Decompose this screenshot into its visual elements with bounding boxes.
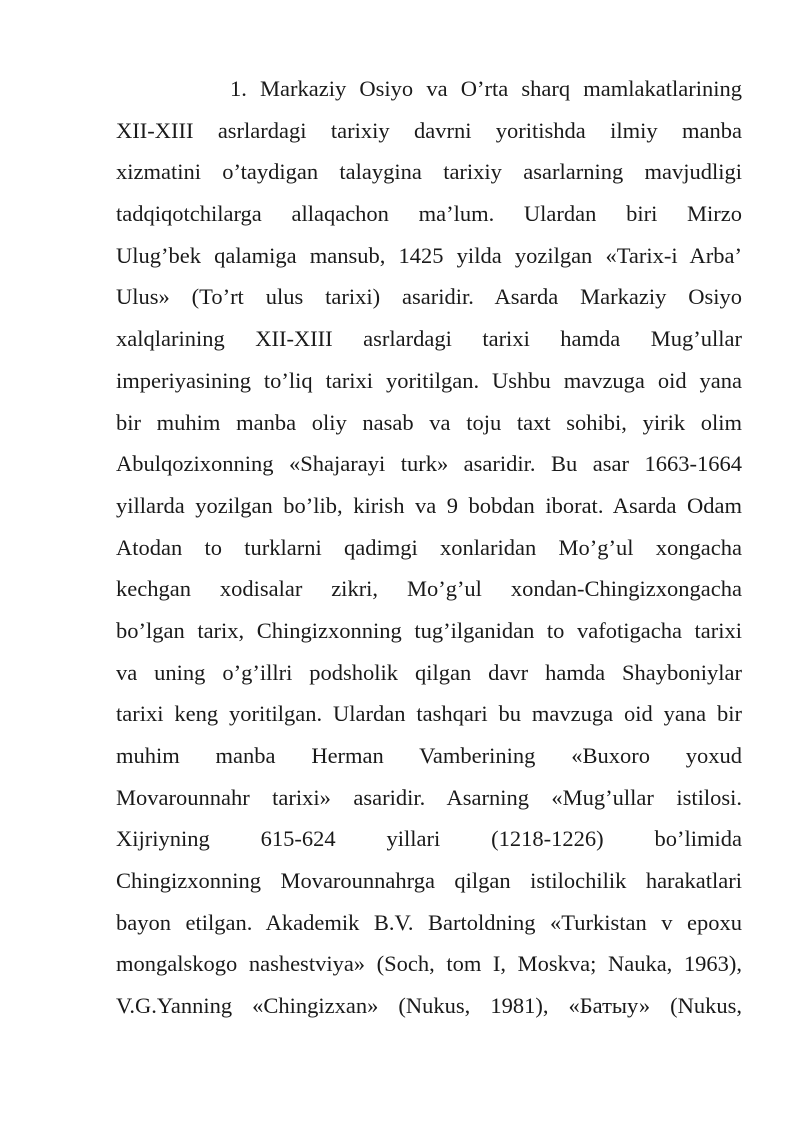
paragraph-line-18: Movarounnahr tarixi» asaridir. Asarning «Mug’ullar istilosi. <box>116 784 742 810</box>
paragraph-line-5: Ulug’bek qalamiga mansub, 1425 yilda yozilgan «Tarix-i Arba’ <box>116 242 742 268</box>
paragraph-line-3: xizmatini o’taydigan talaygina tarixiy asarlarning mavjudligi <box>116 159 742 185</box>
paragraph-line-21: bayon etilgan. Akademik B.V. Bartoldning «Turkistan v epoxu <box>116 909 742 935</box>
paragraph-line-20: Chingizxonning Movarounnahrga qilgan istilochilik harakatlari <box>116 868 742 894</box>
paragraph-line-8: imperiyasining to’liq tarixi yoritilgan. Ushbu mavzuga oid yana <box>116 367 742 393</box>
paragraph-line-1: 1. Markaziy Osiyo va O’rta sharq mamlakatlarining <box>230 76 742 101</box>
paragraph-line-19: Xijriyning 615-624 yillari (1218-1226) bo’limida <box>116 826 742 852</box>
paragraph-line-4: tadqiqotchilarga allaqachon ma’lum. Ulardan biri Mirzo <box>116 201 742 227</box>
paragraph-line-17: muhim manba Herman Vamberining «Buxoro yoxud <box>116 743 742 768</box>
paragraph-line-6: Ulus» (To’rt ulus tarixi) asaridir. Asarda Markaziy Osiyo <box>116 284 742 310</box>
paragraph-line-14: bo’lgan tarix, Chingizxonning tug’ilganidan to vafotigacha tarixi <box>116 617 742 643</box>
paragraph-line-7: xalqlarining XII-XIII asrlardagi tarixi hamda Mug’ullar <box>116 326 742 352</box>
paragraph-line-23: V.G.Yanning «Chingizxan» (Nukus, 1981), «Батыу» (Nukus, <box>116 993 742 1019</box>
paragraph-line-12: Atodan to turklarni qadimgi xonlaridan Mo’g’ul xongacha <box>116 534 742 560</box>
paragraph-line-9: bir muhim manba oliy nasab va toju taxt sohibi, yirik olim <box>116 409 742 435</box>
paragraph-line-15: va uning o’g’illri podsholik qilgan davr hamda Shayboniylar <box>116 659 742 685</box>
paragraph-line-10: Abulqozixonning «Shajarayi turk» asaridir. Bu asar 1663-1664 <box>116 451 742 477</box>
paragraph-line-2: XII-XIII asrlardagi tarixiy davrni yoritishda ilmiy manba <box>116 117 742 143</box>
paragraph-line-16: tarixi keng yoritilgan. Ulardan tashqari bu mavzuga oid yana bir <box>116 701 742 727</box>
paragraph-line-11: yillarda yozilgan bo’lib, kirish va 9 bobdan iborat. Asarda Odam <box>116 492 742 518</box>
paragraph-line-22: mongalskogo nashestviya» (Soch, tom I, Moskva; Nauka, 1963), <box>116 951 742 977</box>
document-page <box>116 68 742 1027</box>
paragraph-line-13: kechgan xodisalar zikri, Mo’g’ul xondan-Chingizxongacha <box>116 576 742 602</box>
